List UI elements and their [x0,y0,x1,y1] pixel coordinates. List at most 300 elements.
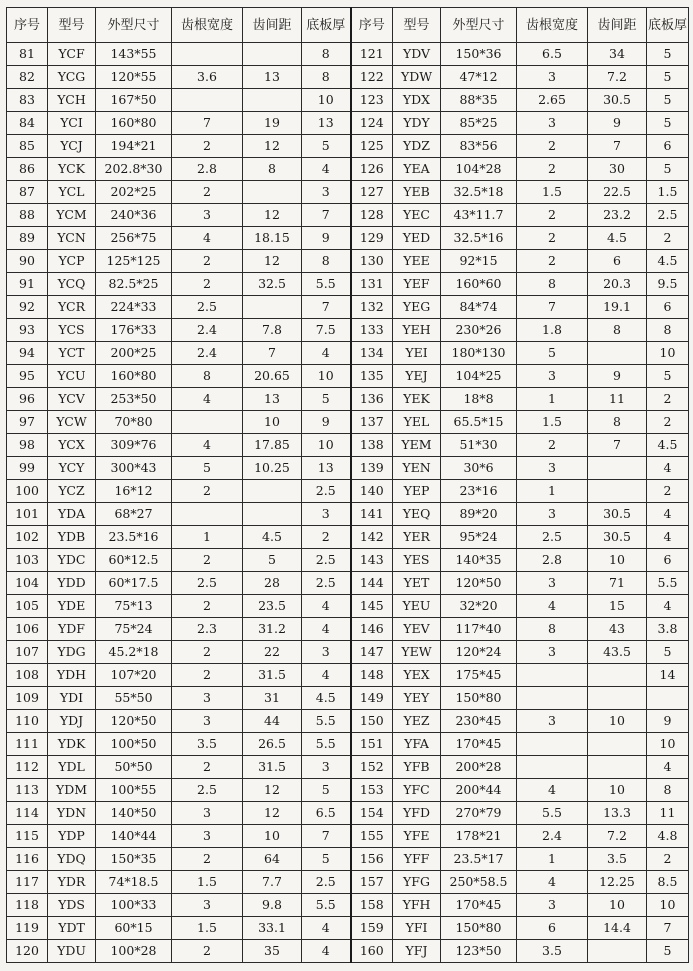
cell-tooth-pitch [588,940,647,963]
cell-model: YFE [393,825,441,848]
cell-model: YDW [393,66,441,89]
cell-tooth-pitch: 19.1 [588,296,647,319]
cell-tooth-pitch [588,480,647,503]
cell-dimensions: 104*25 [441,365,517,388]
cell-dimensions: 200*25 [96,342,172,365]
cell-tooth-root-width: 6 [517,917,588,940]
cell-dimensions: 200*28 [441,756,517,779]
cell-tooth-pitch: 10 [588,549,647,572]
cell-tooth-root-width: 3 [172,204,243,227]
cell-tooth-root-width: 8 [517,618,588,641]
cell-dimensions: 60*15 [96,917,172,940]
cell-dimensions: 74*18.5 [96,871,172,894]
cell-base-thickness: 6.5 [302,802,351,825]
cell-index: 98 [7,434,48,457]
cell-index: 135 [351,365,393,388]
cell-tooth-root-width: 2.8 [517,549,588,572]
cell-tooth-root-width: 2.5 [517,526,588,549]
cell-base-thickness: 8.5 [647,871,689,894]
cell-index: 93 [7,319,48,342]
cell-index: 160 [351,940,393,963]
cell-tooth-pitch [588,733,647,756]
cell-base-thickness: 2 [647,848,689,871]
header-dimensions: 外型尺寸 [441,8,517,43]
cell-tooth-pitch [243,181,302,204]
cell-model: YEF [393,273,441,296]
cell-dimensions: 123*50 [441,940,517,963]
cell-index: 109 [7,687,48,710]
table-row [7,43,689,66]
cell-base-thickness: 13 [302,112,351,135]
cell-tooth-pitch: 17.85 [243,434,302,457]
table-row [7,250,689,273]
cell-tooth-root-width: 1 [517,388,588,411]
cell-base-thickness: 3 [302,503,351,526]
cell-dimensions: 150*36 [441,43,517,66]
table-row [7,273,689,296]
cell-dimensions: 230*45 [441,710,517,733]
cell-dimensions: 240*36 [96,204,172,227]
cell-tooth-pitch: 12 [243,250,302,273]
cell-tooth-pitch [243,296,302,319]
cell-model: YEL [393,411,441,434]
cell-tooth-pitch [588,342,647,365]
cell-index: 158 [351,894,393,917]
table-row [7,664,689,687]
cell-tooth-root-width: 3 [517,503,588,526]
cell-base-thickness: 8 [647,779,689,802]
cell-base-thickness: 9 [302,227,351,250]
cell-tooth-root-width: 8 [517,273,588,296]
cell-tooth-root-width: 3 [172,894,243,917]
cell-model: YES [393,549,441,572]
cell-base-thickness: 4 [647,526,689,549]
cell-index: 147 [351,641,393,664]
cell-base-thickness: 5 [647,112,689,135]
cell-tooth-root-width: 2 [172,848,243,871]
cell-tooth-root-width: 3 [517,641,588,664]
cell-tooth-pitch: 10 [588,710,647,733]
cell-base-thickness: 2.5 [302,480,351,503]
cell-base-thickness: 5.5 [302,894,351,917]
cell-dimensions: 45.2*18 [96,641,172,664]
cell-base-thickness: 5 [647,940,689,963]
cell-base-thickness: 5 [302,135,351,158]
cell-index: 134 [351,342,393,365]
cell-tooth-pitch: 22 [243,641,302,664]
cell-index: 153 [351,779,393,802]
cell-model: YCU [48,365,96,388]
cell-index: 89 [7,227,48,250]
cell-base-thickness: 10 [302,365,351,388]
cell-tooth-pitch: 43 [588,618,647,641]
cell-base-thickness: 2 [647,388,689,411]
table-row [7,89,689,112]
cell-model: YDX [393,89,441,112]
cell-dimensions: 120*50 [441,572,517,595]
cell-tooth-pitch: 33.1 [243,917,302,940]
cell-tooth-pitch: 43.5 [588,641,647,664]
cell-dimensions: 160*80 [96,112,172,135]
cell-tooth-root-width: 2.4 [172,342,243,365]
cell-model: YCL [48,181,96,204]
cell-model: YET [393,572,441,595]
cell-tooth-pitch: 15 [588,595,647,618]
cell-index: 88 [7,204,48,227]
cell-tooth-root-width: 3 [517,112,588,135]
cell-base-thickness: 5.5 [302,733,351,756]
cell-tooth-root-width: 2 [172,664,243,687]
cell-tooth-pitch [243,480,302,503]
cell-model: YEK [393,388,441,411]
cell-base-thickness: 9 [647,710,689,733]
cell-tooth-pitch: 8 [588,319,647,342]
cell-model: YCH [48,89,96,112]
cell-model: YEM [393,434,441,457]
cell-index: 81 [7,43,48,66]
cell-dimensions: 202.8*30 [96,158,172,181]
header-model: 型号 [48,8,96,43]
cell-model: YDF [48,618,96,641]
cell-base-thickness: 6 [647,135,689,158]
cell-index: 137 [351,411,393,434]
cell-index: 149 [351,687,393,710]
table-row [7,296,689,319]
table-row [7,825,689,848]
table-row [7,917,689,940]
header-tooth-root-width: 齿根宽度 [517,8,588,43]
table-row [7,687,689,710]
cell-tooth-pitch: 7 [588,135,647,158]
cell-model: YCP [48,250,96,273]
cell-base-thickness: 5 [647,89,689,112]
cell-dimensions: 60*12.5 [96,549,172,572]
cell-tooth-root-width: 1 [517,848,588,871]
cell-dimensions: 256*75 [96,227,172,250]
cell-tooth-root-width: 2.65 [517,89,588,112]
cell-index: 146 [351,618,393,641]
cell-tooth-root-width: 4 [517,779,588,802]
header-index: 序号 [351,8,393,43]
cell-model: YEB [393,181,441,204]
cell-base-thickness: 4.5 [647,250,689,273]
cell-model: YCN [48,227,96,250]
cell-base-thickness: 3 [302,756,351,779]
cell-dimensions: 180*130 [441,342,517,365]
cell-dimensions: 175*45 [441,664,517,687]
cell-base-thickness: 2 [647,227,689,250]
cell-model: YCM [48,204,96,227]
cell-index: 105 [7,595,48,618]
cell-tooth-pitch: 28 [243,572,302,595]
cell-index: 114 [7,802,48,825]
cell-tooth-root-width: 7 [172,112,243,135]
cell-model: YDP [48,825,96,848]
cell-dimensions: 224*33 [96,296,172,319]
cell-index: 122 [351,66,393,89]
table-row [7,940,689,963]
cell-tooth-pitch: 31 [243,687,302,710]
table-row [7,411,689,434]
header-model: 型号 [393,8,441,43]
cell-dimensions: 100*55 [96,779,172,802]
cell-dimensions: 47*12 [441,66,517,89]
cell-model: YDZ [393,135,441,158]
cell-tooth-pitch: 10.25 [243,457,302,480]
cell-dimensions: 51*30 [441,434,517,457]
cell-model: YDS [48,894,96,917]
cell-dimensions: 178*21 [441,825,517,848]
cell-base-thickness: 7 [647,917,689,940]
cell-tooth-root-width: 4 [172,227,243,250]
header-tooth-root-width: 齿根宽度 [172,8,243,43]
cell-tooth-root-width: 2.5 [172,779,243,802]
cell-base-thickness: 9.5 [647,273,689,296]
cell-tooth-root-width [172,503,243,526]
cell-base-thickness: 2 [647,411,689,434]
cell-model: YCJ [48,135,96,158]
cell-tooth-pitch: 18.15 [243,227,302,250]
cell-dimensions: 92*15 [441,250,517,273]
cell-dimensions: 117*40 [441,618,517,641]
cell-index: 144 [351,572,393,595]
cell-base-thickness: 4 [647,457,689,480]
cell-base-thickness: 10 [302,434,351,457]
table-row [7,365,689,388]
cell-base-thickness: 4 [647,756,689,779]
table-row [7,181,689,204]
cell-tooth-root-width: 1.5 [172,871,243,894]
cell-index: 111 [7,733,48,756]
cell-base-thickness: 7.5 [302,319,351,342]
cell-tooth-pitch: 10 [588,779,647,802]
cell-index: 129 [351,227,393,250]
table-row [7,549,689,572]
cell-dimensions: 270*79 [441,802,517,825]
cell-index: 133 [351,319,393,342]
cell-tooth-root-width: 5 [172,457,243,480]
cell-base-thickness: 4 [302,664,351,687]
cell-tooth-root-width: 2 [517,250,588,273]
cell-index: 159 [351,917,393,940]
cell-index: 104 [7,572,48,595]
cell-index: 152 [351,756,393,779]
cell-tooth-root-width [172,411,243,434]
cell-dimensions: 60*17.5 [96,572,172,595]
cell-tooth-root-width: 3 [517,894,588,917]
cell-dimensions: 300*43 [96,457,172,480]
cell-tooth-root-width: 5 [517,342,588,365]
cell-tooth-pitch: 9 [588,365,647,388]
cell-model: YEY [393,687,441,710]
cell-index: 141 [351,503,393,526]
cell-index: 84 [7,112,48,135]
cell-tooth-pitch: 12 [243,802,302,825]
cell-tooth-root-width: 3 [517,66,588,89]
cell-model: YED [393,227,441,250]
cell-model: YDB [48,526,96,549]
cell-tooth-pitch: 64 [243,848,302,871]
cell-base-thickness: 5.5 [302,710,351,733]
cell-base-thickness: 7 [302,296,351,319]
cell-model: YFA [393,733,441,756]
cell-tooth-root-width: 2 [517,434,588,457]
cell-base-thickness: 5 [647,43,689,66]
cell-dimensions: 125*125 [96,250,172,273]
cell-model: YDY [393,112,441,135]
cell-base-thickness: 3 [302,641,351,664]
cell-base-thickness: 8 [302,43,351,66]
cell-index: 155 [351,825,393,848]
cell-tooth-root-width: 2.5 [172,572,243,595]
table-row [7,227,689,250]
cell-model: YCK [48,158,96,181]
cell-tooth-root-width: 3 [172,825,243,848]
cell-model: YDD [48,572,96,595]
cell-base-thickness: 10 [647,733,689,756]
cell-dimensions: 202*25 [96,181,172,204]
cell-model: YCY [48,457,96,480]
cell-dimensions: 120*50 [96,710,172,733]
cell-tooth-root-width [517,687,588,710]
cell-index: 128 [351,204,393,227]
cell-tooth-root-width: 2 [517,135,588,158]
cell-tooth-root-width: 4 [172,434,243,457]
cell-base-thickness: 4 [302,595,351,618]
cell-model: YFC [393,779,441,802]
cell-dimensions: 140*50 [96,802,172,825]
table-row [7,503,689,526]
cell-tooth-root-width: 2 [172,135,243,158]
table-row [7,733,689,756]
spec-table [6,7,689,963]
cell-index: 107 [7,641,48,664]
table-row [7,756,689,779]
cell-tooth-pitch: 13 [243,388,302,411]
cell-base-thickness: 4 [302,940,351,963]
cell-model: YEI [393,342,441,365]
cell-tooth-root-width: 2 [172,273,243,296]
cell-dimensions: 55*50 [96,687,172,710]
cell-index: 110 [7,710,48,733]
cell-base-thickness: 5 [647,158,689,181]
cell-tooth-root-width: 1 [172,526,243,549]
table-row [7,112,689,135]
cell-tooth-pitch: 13.3 [588,802,647,825]
cell-tooth-root-width: 3.6 [172,66,243,89]
cell-base-thickness [647,687,689,710]
cell-model: YDL [48,756,96,779]
cell-tooth-pitch: 23.5 [243,595,302,618]
cell-dimensions: 75*13 [96,595,172,618]
cell-tooth-pitch: 12 [243,779,302,802]
cell-tooth-pitch: 20.3 [588,273,647,296]
cell-tooth-pitch: 11 [588,388,647,411]
cell-tooth-root-width [517,664,588,687]
cell-dimensions: 32.5*16 [441,227,517,250]
cell-tooth-pitch: 30.5 [588,503,647,526]
cell-dimensions: 150*80 [441,687,517,710]
cell-index: 136 [351,388,393,411]
cell-dimensions: 160*60 [441,273,517,296]
cell-dimensions: 253*50 [96,388,172,411]
cell-base-thickness: 4 [302,342,351,365]
cell-base-thickness: 2 [302,526,351,549]
cell-index: 115 [7,825,48,848]
cell-tooth-root-width: 2.8 [172,158,243,181]
cell-base-thickness: 8 [302,66,351,89]
header-row [7,8,689,43]
cell-base-thickness: 7 [302,204,351,227]
table-row [7,618,689,641]
cell-tooth-root-width [172,43,243,66]
cell-index: 113 [7,779,48,802]
cell-model: YEX [393,664,441,687]
cell-tooth-root-width [517,756,588,779]
cell-tooth-root-width: 1 [517,480,588,503]
cell-base-thickness: 2 [647,480,689,503]
cell-tooth-root-width: 3 [172,802,243,825]
cell-index: 157 [351,871,393,894]
cell-index: 125 [351,135,393,158]
cell-base-thickness: 6 [647,549,689,572]
cell-model: YDU [48,940,96,963]
cell-tooth-pitch: 7.2 [588,66,647,89]
cell-tooth-pitch: 44 [243,710,302,733]
cell-tooth-pitch: 20.65 [243,365,302,388]
cell-tooth-root-width: 2 [172,181,243,204]
cell-dimensions: 16*12 [96,480,172,503]
cell-index: 117 [7,871,48,894]
cell-dimensions: 82.5*25 [96,273,172,296]
cell-tooth-root-width: 3 [172,710,243,733]
cell-dimensions: 30*6 [441,457,517,480]
cell-tooth-root-width: 2.4 [172,319,243,342]
cell-dimensions: 23.5*17 [441,848,517,871]
cell-dimensions: 160*80 [96,365,172,388]
cell-tooth-root-width: 2 [172,940,243,963]
cell-index: 140 [351,480,393,503]
cell-dimensions: 75*24 [96,618,172,641]
cell-base-thickness: 4.8 [647,825,689,848]
cell-tooth-root-width: 2.4 [517,825,588,848]
cell-tooth-root-width: 8 [172,365,243,388]
table-row [7,66,689,89]
cell-tooth-pitch: 30.5 [588,89,647,112]
cell-tooth-pitch: 26.5 [243,733,302,756]
cell-tooth-root-width: 3 [517,457,588,480]
cell-tooth-pitch: 8 [588,411,647,434]
cell-index: 86 [7,158,48,181]
cell-index: 87 [7,181,48,204]
table-row [7,871,689,894]
cell-index: 143 [351,549,393,572]
cell-base-thickness: 5 [647,641,689,664]
cell-index: 154 [351,802,393,825]
cell-tooth-pitch: 8 [243,158,302,181]
cell-tooth-pitch: 23.2 [588,204,647,227]
cell-dimensions: 140*35 [441,549,517,572]
cell-model: YEZ [393,710,441,733]
cell-tooth-pitch: 12 [243,204,302,227]
cell-tooth-root-width: 3 [517,365,588,388]
cell-tooth-root-width: 3.5 [517,940,588,963]
cell-model: YEQ [393,503,441,526]
cell-dimensions: 85*25 [441,112,517,135]
cell-model: YDA [48,503,96,526]
cell-index: 142 [351,526,393,549]
cell-base-thickness: 5 [302,848,351,871]
